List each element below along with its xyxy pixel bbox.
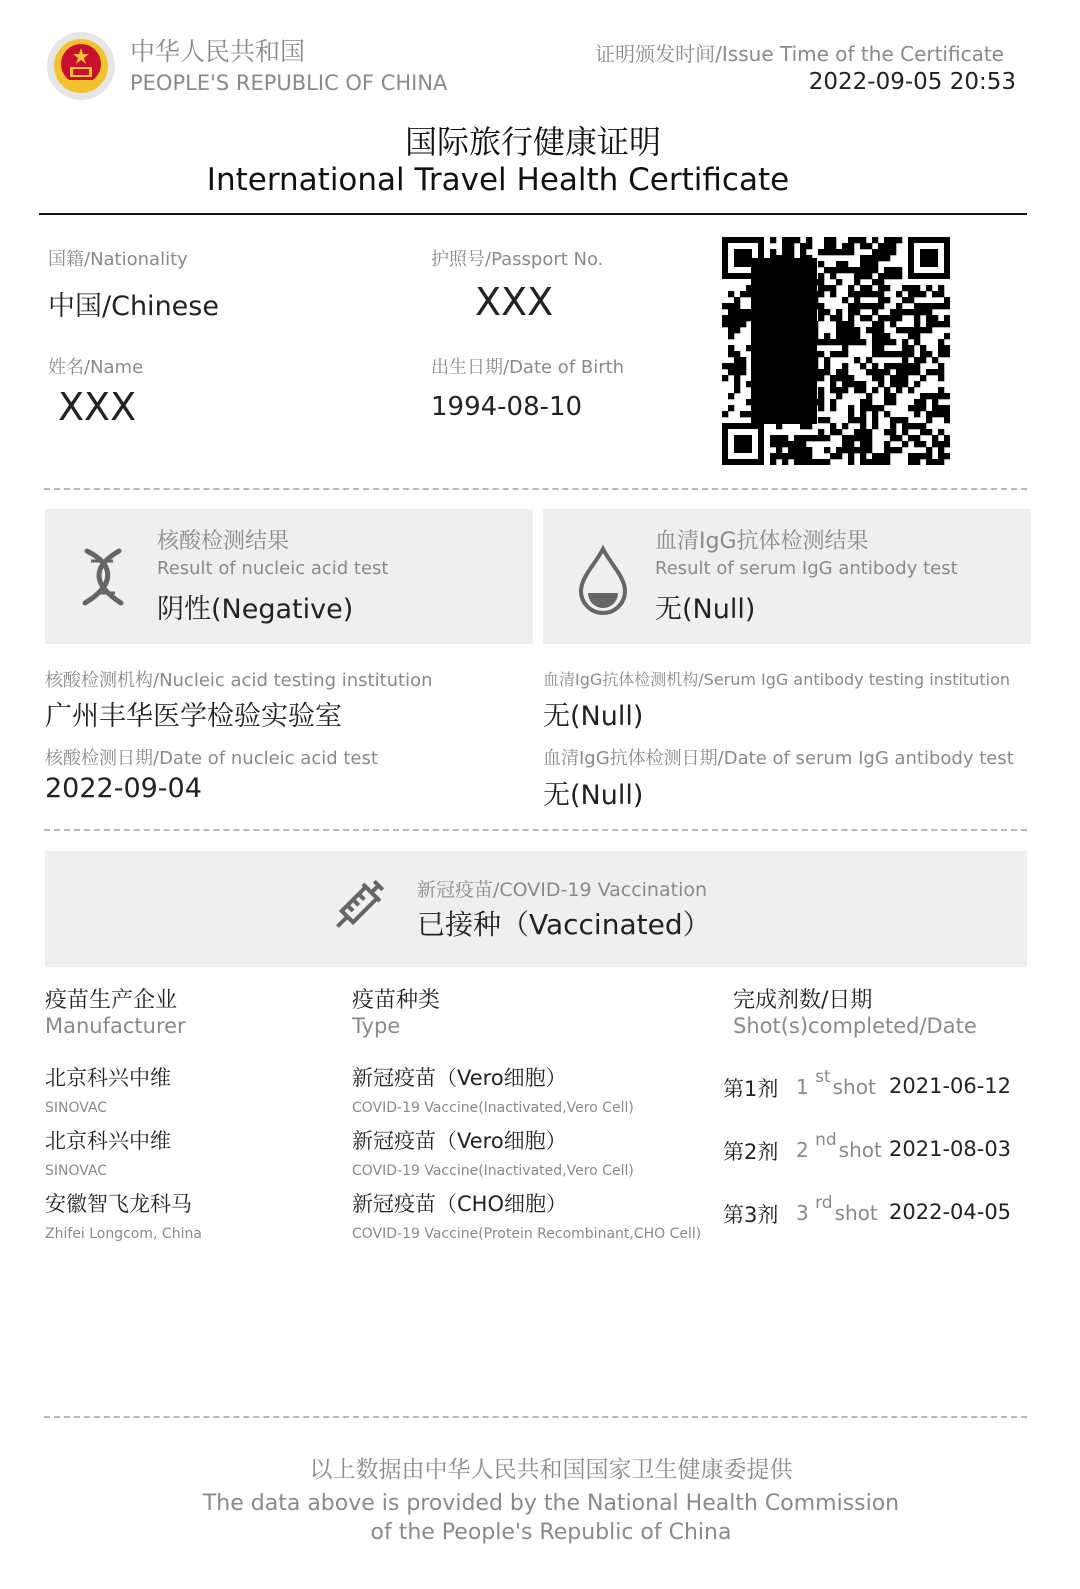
igg-institution-label: 血清IgG抗体检测机构/Serum IgG antibody testing institution xyxy=(543,670,1010,689)
vaccination-status: 已接种（Vaccinated） xyxy=(417,908,711,941)
dose-number-cn: 第3剂 xyxy=(723,1203,779,1227)
nucleic-test-panel xyxy=(45,509,533,644)
igg-institution-value: 无(Null) xyxy=(543,701,644,732)
national-emblem-icon xyxy=(46,31,116,101)
dose-shot-word: shot xyxy=(832,1075,876,1099)
vaccine-type-en: COVID-19 Vaccine(Inactivated,Vero Cell) xyxy=(352,1100,634,1116)
shots-header-en: Shot(s)completed/Date xyxy=(733,1014,977,1038)
footer-cn: 以上数据由中华人民共和国国家卫生健康委提供 xyxy=(309,1457,793,1483)
igg-date-label: 血清IgG抗体检测日期/Date of serum IgG antibody test xyxy=(543,748,1014,769)
nucleic-title-en: Result of nucleic acid test xyxy=(157,558,389,579)
dose-shot-word: shot xyxy=(834,1201,878,1225)
dose-ordinal-number: 1 xyxy=(796,1075,809,1099)
nationality-label: 国籍/Nationality xyxy=(48,249,188,270)
shots-header-cn: 完成剂数/日期 xyxy=(733,988,873,1013)
nucleic-institution-value: 广州丰华医学检验实验室 xyxy=(45,701,342,732)
nucleic-institution-label: 核酸检测机构/Nucleic acid testing institution xyxy=(45,670,433,691)
type-header-cn: 疫苗种类 xyxy=(352,988,441,1013)
dose-number-cn: 第1剂 xyxy=(723,1077,779,1101)
dose-ordinal xyxy=(796,1130,882,1162)
dose-ordinal-suffix: nd xyxy=(815,1130,837,1150)
dna-icon xyxy=(75,545,131,609)
passport-value: XXX xyxy=(475,280,554,324)
passport-label: 护照号/Passport No. xyxy=(431,249,604,270)
type-header-en: Type xyxy=(352,1014,401,1038)
dob-label: 出生日期/Date of Birth xyxy=(431,357,625,378)
igg-title-en: Result of serum IgG antibody test xyxy=(655,558,958,579)
title-divider xyxy=(39,213,1027,215)
name-value: XXX xyxy=(58,385,137,429)
vaccine-type-en: COVID-19 Vaccine(Inactivated,Vero Cell) xyxy=(352,1163,634,1179)
blood-drop-icon xyxy=(576,545,630,615)
vaccine-type-cn: 新冠疫苗（CHO细胞） xyxy=(352,1192,567,1216)
dob-value: 1994-08-10 xyxy=(431,392,583,422)
name-label: 姓名/Name xyxy=(48,357,144,378)
manufacturer-cn: 安徽智飞龙科马 xyxy=(45,1192,192,1216)
manufacturer-en: Zhifei Longcom, China xyxy=(45,1226,202,1242)
dose-date: 2021-06-12 xyxy=(889,1074,1012,1098)
dose-number-cn: 第2剂 xyxy=(723,1140,779,1164)
dose-ordinal-suffix: rd xyxy=(815,1193,833,1213)
manufacturer-header-en: Manufacturer xyxy=(45,1014,186,1038)
manufacturer-en: SINOVAC xyxy=(45,1163,108,1179)
issue-time-label: 证明颁发时间/Issue Time of the Certificate xyxy=(595,42,1004,66)
dose-ordinal-number: 3 xyxy=(796,1201,809,1225)
nucleic-date-label: 核酸检测日期/Date of nucleic acid test xyxy=(45,748,378,769)
vaccine-row xyxy=(0,1062,1080,1122)
certificate-title-cn: 国际旅行健康证明 xyxy=(404,123,661,161)
vaccination-label: 新冠疫苗/COVID-19 Vaccination xyxy=(417,879,708,901)
certificate-title-en: International Travel Health Certificate xyxy=(206,162,790,198)
manufacturer-cn: 北京科兴中维 xyxy=(45,1066,171,1090)
igg-test-panel xyxy=(543,509,1031,644)
vaccine-type-en: COVID-19 Vaccine(Protein Recombinant,CHO Cell) xyxy=(352,1226,702,1242)
nucleic-title-cn: 核酸检测结果 xyxy=(157,529,290,554)
manufacturer-header-cn: 疫苗生产企业 xyxy=(45,988,178,1013)
section-divider-3 xyxy=(44,1416,1027,1418)
dose-date: 2022-04-05 xyxy=(889,1200,1012,1224)
dose-shot-word: shot xyxy=(838,1138,882,1162)
dose-ordinal-suffix: st xyxy=(815,1067,831,1087)
country-name-en: PEOPLE'S REPUBLIC OF CHINA xyxy=(130,71,448,95)
footer-en-line2: of the People's Republic of China xyxy=(370,1520,732,1545)
vaccination-panel xyxy=(45,851,1027,967)
nucleic-result: 阴性(Negative) xyxy=(157,594,354,625)
issue-time-value: 2022-09-05 20:53 xyxy=(808,69,1016,95)
igg-date-value: 无(Null) xyxy=(543,780,644,811)
igg-result: 无(Null) xyxy=(655,594,756,625)
dose-ordinal xyxy=(796,1193,878,1225)
section-divider-2 xyxy=(44,829,1027,831)
vaccine-row xyxy=(0,1125,1080,1185)
country-name-cn: 中华人民共和国 xyxy=(130,37,306,66)
vaccine-type-cn: 新冠疫苗（Vero细胞） xyxy=(352,1066,567,1090)
vaccine-type-cn: 新冠疫苗（Vero细胞） xyxy=(352,1129,567,1153)
igg-title-cn: 血清IgG抗体检测结果 xyxy=(655,529,869,554)
nationality-value: 中国/Chinese xyxy=(48,291,219,322)
syringe-icon xyxy=(328,873,388,939)
qr-redaction-block xyxy=(751,258,817,424)
dose-date: 2021-08-03 xyxy=(889,1137,1012,1161)
manufacturer-cn: 北京科兴中维 xyxy=(45,1129,171,1153)
section-divider-1 xyxy=(44,488,1027,490)
manufacturer-en: SINOVAC xyxy=(45,1100,108,1116)
dose-ordinal-number: 2 xyxy=(796,1138,809,1162)
nucleic-date-value: 2022-09-04 xyxy=(45,773,202,804)
footer-en-line1: The data above is provided by the National Health Commission xyxy=(202,1491,900,1516)
dose-ordinal xyxy=(796,1067,876,1099)
vaccine-row xyxy=(0,1188,1080,1248)
